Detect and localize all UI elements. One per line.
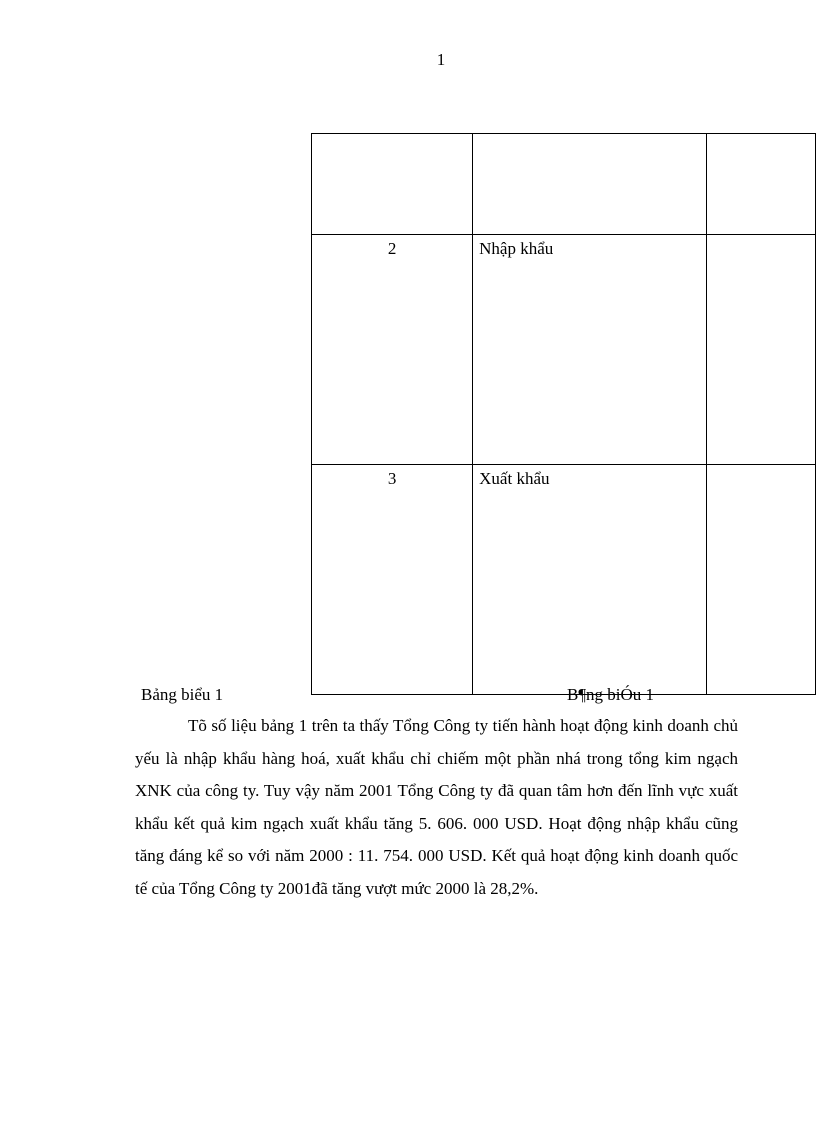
table-cell-empty xyxy=(706,134,815,235)
table-row xyxy=(312,465,816,695)
table-cell-index: 2 xyxy=(312,235,473,465)
table-caption-center: B¶ng biÓu 1 xyxy=(567,685,655,704)
table-cell-index xyxy=(312,134,473,235)
table-cell-label: Nhập khẩu xyxy=(473,235,706,465)
table-cell-empty xyxy=(706,235,815,465)
table-cell-label: Xuất khẩu xyxy=(473,465,706,695)
page-number: 1 xyxy=(436,50,446,69)
table-caption-left: Bảng biểu 1 xyxy=(141,685,224,704)
table-row xyxy=(312,134,816,235)
table-row xyxy=(312,235,816,465)
data-table xyxy=(311,133,816,695)
table-cell-empty xyxy=(706,465,815,695)
body-paragraph: Tõ số liệu bảng 1 trên ta thấy Tổng Công ty tiến hành hoạt động kinh doanh chủ yếu là nhập khẩu hàng hoá, xuất khẩu chỉ chiếm một phần nhá trong tổng kim ngạch XNK của công ty. Tuy vậy năm 2001 Tổng Công ty đã quan tâm hơn đến lĩnh vực xuất khẩu kết quả kim ngạch xuất khẩu tăng 5. 606. 000 USD. Hoạt động nhập khẩu cũng tăng đáng kể so với năm 2000 : 11. 754. 000 USD. Kết quả hoạt động kinh doanh quốc tế của Tổng Công ty 2001đã tăng vượt mức 2000 là 28,2%. xyxy=(135,716,738,898)
table-cell-index: 3 xyxy=(312,465,473,695)
table-cell-label xyxy=(473,134,706,235)
